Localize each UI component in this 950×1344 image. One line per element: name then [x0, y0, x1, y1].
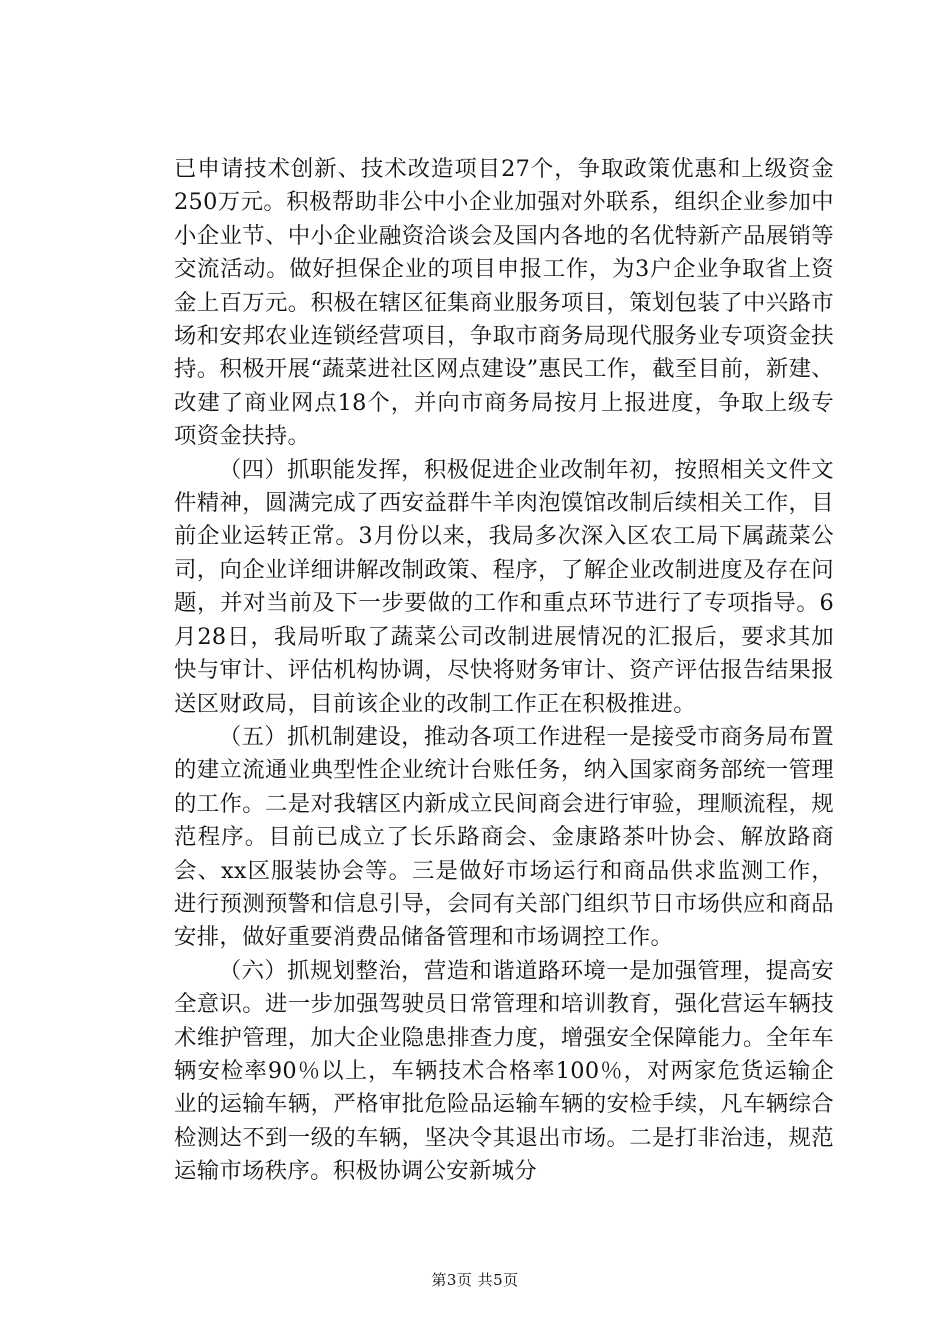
paragraph-section-6: （六）抓规划整治，营造和谐道路环境一是加强管理，提高安全意识。进一步加强驾驶员日常管理和培训教育，强化营运车辆技术维护管理，加大企业隐患排查力度，增强安全保障能力。全年车辆安检率90％以上，车辆技术合格率100％，对两家危货运输企业的运输车辆，严格审批危险品运输车辆的安检手续，凡车辆综合检测达不到一级的车辆，坚决令其退出市场。二是打非治违，规范运输市场秩序。积极协调公安新城分 — [174, 957, 834, 1185]
page-number-footer: 第3页 共5页 — [431, 1271, 519, 1289]
document-body — [174, 153, 834, 1189]
paragraph-continuation: 已申请技术创新、技术改造项目27个，争取政策优惠和上级资金250万元。积极帮助非公中小企业加强对外联系，组织企业参加中小企业节、中小企业融资洽谈会及国内各地的名优特新产品展销等交流活动。做好担保企业的项目申报工作，为3户企业争取省上资金上百万元。积极在辖区征集商业服务项目，策划包装了中兴路市场和安邦农业连锁经营项目，争取市商务局现代服务业专项资金扶持。积极开展“蔬菜进社区网点建设”惠民工作，截至目前，新建、改建了商业网点18个，并向市商务局按月上报进度，争取上级专项资金扶持。 — [174, 156, 834, 450]
paragraph-section-4: （四）抓职能发挥，积极促进企业改制年初，按照相关文件文件精神，圆满完成了西安益群牛羊肉泡馍馆改制后续相关工作，目前企业运转正常。3月份以来，我局多次深入区农工局下属蔬菜公司，向企业详细讲解改制政策、程序，了解企业改制进度及存在问题，并对当前及下一步要做的工作和重点环节进行了专项指导。6月28日，我局听取了蔬菜公司改制进展情况的汇报后，要求其加快与审计、评估机构协调，尽快将财务审计、资产评估报告结果报送区财政局，目前该企业的改制工作正在积极推进。 — [174, 456, 834, 717]
paragraph-section-5: （五）抓机制建设，推动各项工作进程一是接受市商务局布置的建立流通业典型性企业统计台账任务，纳入国家商务部统一管理的工作。二是对我辖区内新成立民间商会进行审验，理顺流程，规范程序。目前已成立了长乐路商会、金康路茶叶协会、解放路商会、xx区服装协会等。三是做好市场运行和商品供求监测工作，进行预测预警和信息引导，会同有关部门组织节日市场供应和商品安排，做好重要消费品储备管理和市场调控工作。 — [174, 723, 834, 951]
